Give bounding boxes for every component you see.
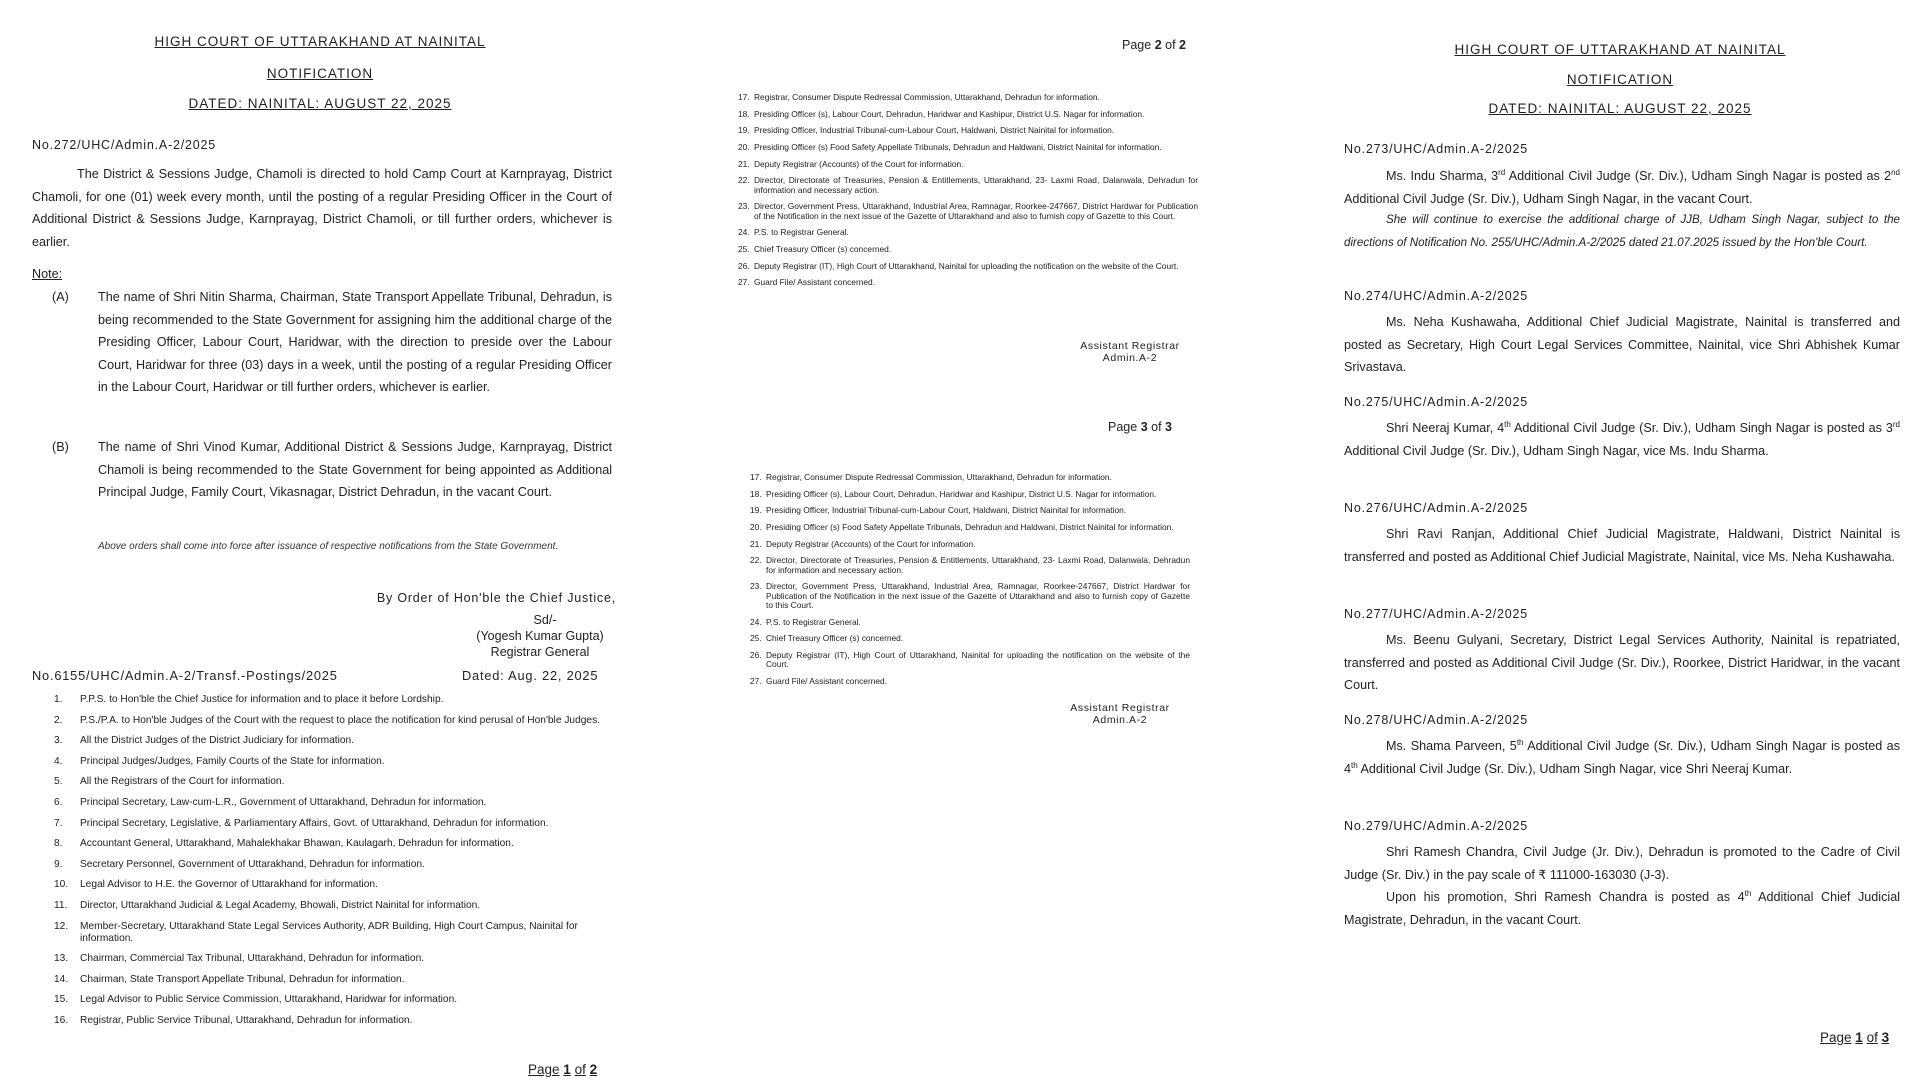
distribution-item bbox=[720, 160, 1198, 169]
distribution-item bbox=[720, 202, 1198, 221]
paragraph-277: Ms. Beenu Gulyani, Secretary, District Legal Services Authority, Nainital is repatriated, transferred and posted as Additional Civil Judge (Sr. Div.), Roorkee, District Haridwar, in the vacant Court. bbox=[1344, 633, 1900, 692]
distribution-item bbox=[732, 490, 1190, 499]
page-total: 2 bbox=[589, 1062, 598, 1077]
force-clause: Above orders shall come into force after issuance of respective notifications from the State Government. bbox=[98, 541, 559, 552]
distribution-item-number: 24. bbox=[750, 616, 762, 627]
paragraph-274: Ms. Neha Kushawaha, Additional Chief Judicial Magistrate, Nainital is transferred and posted as Secretary, High Court Legal Services Committee, Nainital, vice Shri Abhishek Kumar Srivastava. bbox=[1344, 315, 1900, 374]
distribution-item-text: Presiding Officer (s), Labour Court, Dehradun, Haridwar and Kashipur, District U.S. Nagar for information. bbox=[766, 488, 1157, 499]
distribution-item-text: Director, Government Press, Uttarakhand, Industrial Area, Ramnagar, Roorkee-247667, District Hardwar for Publication of the Notification in the next issue of the Gazette of Uttarakhand and also to furnish copy of Gazette to this Court. bbox=[754, 201, 1198, 221]
notification-279: No.279/UHC/Admin.A-2/2025 bbox=[1344, 819, 1528, 833]
distribution-item-number: 14. bbox=[54, 973, 69, 985]
distribution-item bbox=[36, 694, 612, 706]
document-page-3 bbox=[1320, 0, 1920, 1080]
distribution-list-continued bbox=[720, 93, 1198, 295]
document-page-1 bbox=[0, 0, 640, 1080]
paragraph-275: Shri Neeraj Kumar, 4th Additional Civil Judge (Sr. Div.), Udham Singh Nagar is posted as 3rd Additional Civil Judge (Sr. Div.), Udham Singh Nagar, vice Ms. Indu Sharma. bbox=[1344, 419, 1900, 458]
distribution-item-number: 27. bbox=[738, 277, 750, 288]
distribution-list bbox=[36, 694, 612, 1036]
distribution-item bbox=[36, 797, 612, 809]
distribution-item bbox=[732, 618, 1190, 627]
court-heading: HIGH COURT OF UTTARAKHAND AT NAINITAL bbox=[154, 34, 486, 49]
page-number bbox=[528, 1062, 597, 1077]
distribution-item-text: Deputy Registrar (Accounts) of the Court for information. bbox=[766, 538, 976, 549]
distribution-item bbox=[36, 953, 612, 965]
distribution-item-text: Presiding Officer (s) Food Safety Appellate Tribunals, Dehradun and Haldwani, District Nainital for information. bbox=[754, 142, 1162, 153]
distribution-item-number: 8. bbox=[54, 838, 63, 850]
page3-total: 3 bbox=[1881, 1030, 1890, 1045]
page3-number-fragment bbox=[1108, 420, 1172, 434]
notification-275: No.275/UHC/Admin.A-2/2025 bbox=[1344, 395, 1528, 409]
assistant-registrar bbox=[1060, 340, 1200, 364]
page2-of: of bbox=[1165, 38, 1176, 52]
distribution-item bbox=[36, 776, 612, 788]
court-heading-3: HIGH COURT OF UTTARAKHAND AT NAINITAL bbox=[1454, 42, 1786, 57]
note-a-label: (A) bbox=[52, 290, 69, 304]
distribution-item-text: Director, Government Press, Uttarakhand, Industrial Area, Ramnagar, Roorkee-247667, District Hardwar for Publication of the Notification in the next issue of the Gazette of Uttarakhand and also to furnish copy of Gazette to this Court. bbox=[766, 581, 1190, 611]
page3-fragment-total: 3 bbox=[1165, 420, 1172, 434]
page-label: Page bbox=[528, 1062, 560, 1077]
distribution-item-number: 9. bbox=[54, 858, 63, 870]
distribution-item bbox=[36, 994, 612, 1006]
page3-label: Page bbox=[1820, 1030, 1852, 1045]
distribution-item-number: 12. bbox=[54, 920, 69, 932]
notification-paragraph: The District & Sessions Judge, Chamoli is directed to hold Camp Court at Karnprayag, District Chamoli, for one (01) week every month, until the posting of a regular Presiding Officer in the Court of Additional District & Sessions Judge, Karnprayag, District Chamoli, or till further orders, whichever is earlier. bbox=[32, 167, 612, 249]
distribution-item bbox=[732, 582, 1190, 610]
note-label: Note: bbox=[32, 267, 63, 281]
distribution-item bbox=[36, 879, 612, 891]
distribution-list-continued-b bbox=[732, 473, 1190, 694]
page-of: of bbox=[574, 1062, 586, 1077]
page2-number bbox=[1122, 38, 1186, 52]
note-b-text: The name of Shri Vinod Kumar, Additional District & Sessions Judge, Karnprayag, District Chamoli is being recommended to the State Government for being appointed as Additional Principal Judge, Family Court, Vikasnagar, District Dehradun, in the vacant Court. bbox=[98, 440, 612, 499]
distribution-item-text: Chief Treasury Officer (s) concerned. bbox=[766, 633, 904, 644]
distribution-item-number: 21. bbox=[738, 158, 750, 169]
notification-278: No.278/UHC/Admin.A-2/2025 bbox=[1344, 713, 1528, 727]
distribution-item-number: 18. bbox=[738, 108, 750, 119]
distribution-item-number: 25. bbox=[738, 244, 750, 255]
page-current: 1 bbox=[563, 1062, 571, 1077]
distribution-item bbox=[36, 756, 612, 768]
assistant-registrar-b-title: Assistant Registrar bbox=[1070, 702, 1170, 714]
distribution-item bbox=[732, 523, 1190, 532]
distribution-item-text: Legal Advisor to Public Service Commission, Uttarakhand, Haridwar for information. bbox=[80, 994, 458, 1006]
distribution-item-number: 4. bbox=[54, 755, 63, 767]
distribution-item-number: 25. bbox=[750, 633, 762, 644]
distribution-item bbox=[720, 126, 1198, 135]
note-b-label: (B) bbox=[52, 440, 69, 454]
distribution-item-number: 27. bbox=[750, 676, 762, 687]
page3-of: of bbox=[1866, 1030, 1878, 1045]
distribution-item bbox=[732, 506, 1190, 515]
distribution-item-number: 17. bbox=[750, 472, 762, 482]
distribution-item-text: Chief Treasury Officer (s) concerned. bbox=[754, 244, 892, 255]
distribution-item-number: 17. bbox=[738, 92, 750, 102]
distribution-item-number: 22. bbox=[750, 555, 762, 566]
distribution-item bbox=[36, 921, 612, 945]
distribution-item bbox=[36, 715, 612, 727]
distribution-item-number: 20. bbox=[750, 522, 762, 533]
dated-heading-3: DATED: NAINITAL: AUGUST 22, 2025 bbox=[1488, 101, 1752, 116]
paragraph-278: Ms. Shama Parveen, 5th Additional Civil Judge (Sr. Div.), Udham Singh Nagar is posted as 4th Additional Civil Judge (Sr. Div.), Udham Singh Nagar, vice Shri Neeraj Kumar. bbox=[1344, 737, 1900, 776]
note-a-text: The name of Shri Nitin Sharma, Chairman, State Transport Appellate Tribunal, Dehradun, is being recommended to the State Government for assigning him the additional charge of the Presiding Officer, Labour Court, Haridwar, with the direction to preside over the Labour Court, Haridwar for three (03) days in a week, until the posting of a regular Presiding Officer in the Labour Court, Haridwar or till further orders, whichever is earlier. bbox=[98, 290, 612, 394]
distribution-item bbox=[36, 859, 612, 871]
distribution-item-number: 26. bbox=[750, 650, 762, 661]
distribution-item bbox=[36, 1015, 612, 1027]
paragraph-279: Shri Ramesh Chandra, Civil Judge (Jr. Div.), Dehradun is promoted to the Cadre of Civil Judge (Sr. Div.) in the pay scale of ₹ 111000-163030 (J-3). bbox=[1344, 845, 1900, 882]
distribution-item bbox=[36, 974, 612, 986]
page3-fragment-of: of bbox=[1151, 420, 1162, 434]
page3-fragment-current: 3 bbox=[1140, 420, 1148, 434]
assistant-registrar-b-unit: Admin.A-2 bbox=[1092, 714, 1148, 726]
distribution-item-text: Principal Secretary, Legislative, & Parliamentary Affairs, Govt. of Uttarakhand, Dehradun for information. bbox=[80, 817, 549, 829]
paragraph-276: Shri Ravi Ranjan, Additional Chief Judicial Magistrate, Haldwani, District Nainital is transferred and posted as Additional Chief Judicial Magistrate, Nainital, vice Ms. Neha Kushawaha. bbox=[1344, 527, 1900, 564]
distribution-item-text: All the District Judges of the District Judiciary for information. bbox=[80, 735, 355, 747]
notification-273: No.273/UHC/Admin.A-2/2025 bbox=[1344, 142, 1528, 156]
notification-276: No.276/UHC/Admin.A-2/2025 bbox=[1344, 501, 1528, 515]
distribution-item-text: Chairman, State Transport Appellate Tribunal, Dehradun for information. bbox=[80, 973, 405, 985]
distribution-item-number: 20. bbox=[738, 142, 750, 153]
distribution-item-text: Registrar, Consumer Dispute Redressal Commission, Uttarakhand, Dehradun for information. bbox=[754, 92, 1100, 102]
distribution-item-number: 21. bbox=[750, 538, 762, 549]
distribution-item bbox=[720, 228, 1198, 237]
distribution-item-text: Accountant General, Uttarakhand, Mahalekhakar Bhawan, Kaulagarh, Dehradun for information. bbox=[80, 838, 514, 850]
distribution-item-number: 11. bbox=[54, 899, 68, 911]
distribution-item-number: 6. bbox=[54, 796, 63, 808]
distribution-item bbox=[720, 143, 1198, 152]
distribution-item-number: 2. bbox=[54, 714, 63, 726]
distribution-item-text: Presiding Officer (s), Labour Court, Dehradun, Haridwar and Kashipur, District U.S. Nagar for information. bbox=[754, 108, 1145, 119]
distribution-item bbox=[732, 677, 1190, 686]
distribution-item-text: Presiding Officer, Industrial Tribunal-cum-Labour Court, Haldwani, District Nainital for information. bbox=[754, 125, 1115, 136]
distribution-item-number: 19. bbox=[750, 505, 762, 516]
page2-label: Page bbox=[1122, 38, 1152, 52]
distribution-item bbox=[732, 473, 1190, 482]
distribution-item bbox=[36, 900, 612, 912]
distribution-item-text: P.S. to Registrar General. bbox=[754, 227, 849, 238]
distribution-item bbox=[732, 634, 1190, 643]
distribution-item bbox=[720, 262, 1198, 271]
distribution-item-text: Member-Secretary, Uttarakhand State Legal Services Authority, ADR Building, High Court Campus, Nainital for information. bbox=[80, 920, 578, 944]
distribution-item-text: P.S./P.A. to Hon'ble Judges of the Court with the request to place the notification for kind perusal of Hon'ble Judges. bbox=[80, 714, 600, 726]
distribution-item-text: P.P.S. to Hon'ble the Chief Justice for information and to place it before Lordship. bbox=[80, 694, 444, 705]
distribution-item-number: 7. bbox=[54, 817, 63, 829]
paragraph-273-note: She will continue to exercise the additional charge of JJB, Udham Singh Nagar, subject to the directions of Notification No. 255/UHC/Admin.A-2/2025 dated 21.07.2025 issued by the Hon'ble Court. bbox=[1344, 213, 1900, 249]
by-order-line: By Order of Hon'ble the Chief Justice, bbox=[376, 591, 616, 605]
distribution-item-text: Guard File/ Assistant concerned. bbox=[766, 676, 888, 687]
signer-title: Registrar General bbox=[490, 645, 590, 659]
distribution-item bbox=[720, 93, 1198, 102]
distribution-item-text: P.S. to Registrar General. bbox=[766, 616, 861, 627]
signer-name: (Yogesh Kumar Gupta) bbox=[476, 629, 604, 643]
distribution-item-text: Director, Directorate of Treasuries, Pension & Entitlements, Uttarakhand, 23- Laxmi Road, Dalanwala, Dehradun for information and necessary action. bbox=[766, 555, 1190, 575]
distribution-item-number: 23. bbox=[738, 201, 750, 212]
distribution-item-text: Presiding Officer (s) Food Safety Appellate Tribunals, Dehradun and Haldwani, District Nainital for information. bbox=[766, 522, 1174, 533]
distribution-item-text: Guard File/ Assistant concerned. bbox=[754, 277, 876, 288]
page3-fragment-label: Page bbox=[1108, 420, 1138, 434]
endorsement-number: No.6155/UHC/Admin.A-2/Transf.-Postings/2025 bbox=[32, 668, 338, 683]
distribution-item-text: Principal Secretary, Law-cum-L.R., Government of Uttarakhand, Dehradun for information. bbox=[80, 796, 487, 808]
distribution-item bbox=[36, 838, 612, 850]
distribution-item bbox=[720, 278, 1198, 287]
distribution-item bbox=[720, 176, 1198, 195]
notification-277: No.277/UHC/Admin.A-2/2025 bbox=[1344, 607, 1528, 621]
distribution-item-number: 10. bbox=[54, 879, 69, 891]
distribution-item-text: Presiding Officer, Industrial Tribunal-cum-Labour Court, Haldwani, District Nainital for information. bbox=[766, 505, 1127, 516]
distribution-item bbox=[732, 651, 1190, 670]
distribution-item bbox=[720, 110, 1198, 119]
distribution-item-text: Deputy Registrar (Accounts) of the Court for information. bbox=[754, 158, 964, 169]
notification-number: No.272/UHC/Admin.A-2/2025 bbox=[32, 138, 216, 152]
distribution-item-text: Deputy Registrar (IT), High Court of Uttarakhand, Nainital for uploading the notification on the website of the Court. bbox=[754, 260, 1179, 271]
distribution-item-number: 24. bbox=[738, 227, 750, 238]
paragraph-273: Ms. Indu Sharma, 3rd Additional Civil Judge (Sr. Div.), Udham Singh Nagar is posted as 2nd Additional Civil Judge (Sr. Div.), Udham Singh Nagar, in the vacant Court. bbox=[1344, 167, 1901, 206]
distribution-item-text: Chairman, Commercial Tax Tribunal, Uttarakhand, Dehradun for information. bbox=[80, 953, 425, 965]
page3-current: 1 bbox=[1855, 1030, 1863, 1045]
distribution-item-text: Registrar, Consumer Dispute Redressal Commission, Uttarakhand, Dehradun for information. bbox=[766, 472, 1112, 482]
distribution-item-text: Principal Judges/Judges, Family Courts of the State for information. bbox=[80, 755, 385, 767]
distribution-item-number: 22. bbox=[738, 175, 750, 186]
dated-heading: DATED: NAINITAL: AUGUST 22, 2025 bbox=[188, 96, 452, 111]
distribution-item-number: 1. bbox=[54, 694, 63, 705]
distribution-item-number: 23. bbox=[750, 581, 762, 592]
notification-heading-3: NOTIFICATION bbox=[1566, 72, 1674, 87]
distribution-item bbox=[36, 735, 612, 747]
distribution-item-text: Deputy Registrar (IT), High Court of Uttarakhand, Nainital for uploading the notification on the website of the Court. bbox=[766, 650, 1190, 670]
notification-274: No.274/UHC/Admin.A-2/2025 bbox=[1344, 289, 1528, 303]
distribution-item-number: 19. bbox=[738, 125, 750, 136]
distribution-item-text: Secretary Personnel, Government of Uttarakhand, Dehradun for information. bbox=[80, 858, 425, 870]
signature-sd: Sd/- bbox=[533, 613, 557, 627]
distribution-item bbox=[720, 245, 1198, 254]
document-page-2 bbox=[700, 0, 1220, 1080]
page2-current: 2 bbox=[1154, 38, 1162, 52]
distribution-item-number: 18. bbox=[750, 488, 762, 499]
distribution-item-text: Director, Directorate of Treasuries, Pension & Entitlements, Uttarakhand, 23- Laxmi Road, Dalanwala, Dehradun for information and necessary action. bbox=[754, 175, 1198, 195]
distribution-item bbox=[732, 540, 1190, 549]
distribution-item-text: Director, Uttarakhand Judicial & Legal Academy, Bhowali, District Nainital for information. bbox=[80, 899, 481, 911]
paragraph-279-posting: Upon his promotion, Shri Ramesh Chandra is posted as 4th Additional Chief Judicial Magistrate, Dehradun, in the vacant Court. bbox=[1344, 888, 1900, 927]
distribution-item-number: 3. bbox=[54, 735, 63, 747]
distribution-item-text: Legal Advisor to H.E. the Governor of Uttarakhand for information. bbox=[80, 879, 378, 891]
notification-heading: NOTIFICATION bbox=[266, 66, 374, 81]
distribution-item-number: 26. bbox=[738, 260, 750, 271]
endorsement-date: Dated: Aug. 22, 2025 bbox=[462, 668, 599, 683]
distribution-item bbox=[732, 556, 1190, 575]
page3-number bbox=[1820, 1030, 1889, 1045]
assistant-registrar-unit: Admin.A-2 bbox=[1102, 352, 1158, 364]
assistant-registrar-title: Assistant Registrar bbox=[1080, 340, 1180, 352]
distribution-item-number: 15. bbox=[54, 994, 69, 1006]
distribution-item-number: 13. bbox=[54, 953, 69, 965]
distribution-item-text: Registrar, Public Service Tribunal, Uttarakhand, Dehradun for information. bbox=[80, 1014, 413, 1026]
distribution-item bbox=[36, 818, 612, 830]
distribution-item-text: All the Registrars of the Court for information. bbox=[80, 776, 285, 788]
distribution-item-number: 16. bbox=[54, 1014, 69, 1026]
page2-total: 2 bbox=[1179, 38, 1186, 52]
distribution-item-number: 5. bbox=[54, 776, 63, 788]
assistant-registrar-b bbox=[1050, 702, 1190, 726]
